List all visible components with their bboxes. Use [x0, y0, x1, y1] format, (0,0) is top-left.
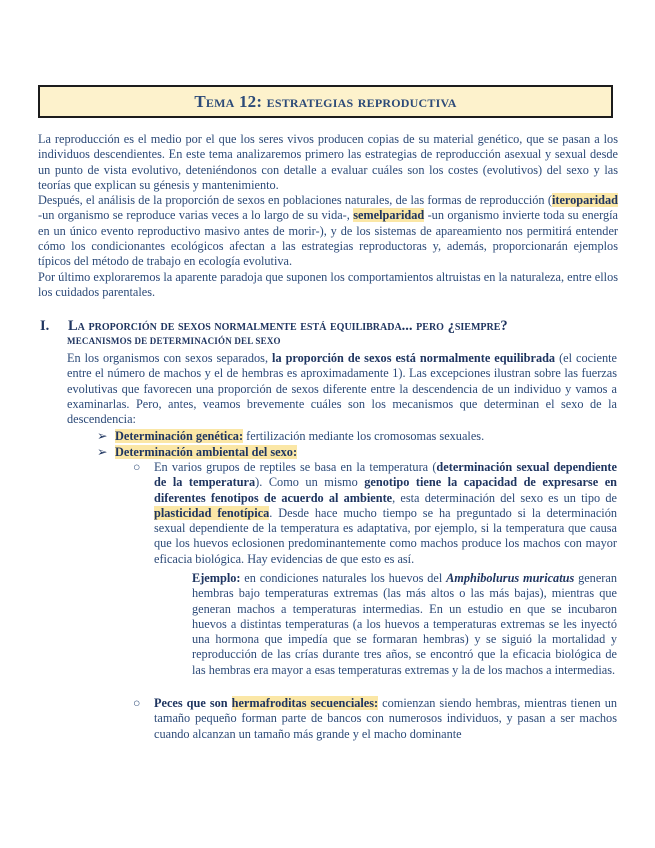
term-semelparidad: semelparidad [353, 208, 425, 223]
circle-bullet-icon: ○ [133, 696, 141, 710]
title-banner [38, 85, 613, 118]
example-label: Ejemplo: [192, 571, 241, 585]
bullet-environmental [97, 445, 297, 460]
key-sentence: la proporción de sexos está normalmente equilibrada [272, 351, 556, 365]
species-name: Amphibolurus muricatus [446, 571, 575, 585]
arrow-bullet-icon: ➢ [97, 429, 108, 443]
arrow-bullet-icon: ➢ [97, 445, 108, 459]
bullet-genetic-label: Determinación genética: [115, 429, 244, 443]
intro-paragraph-2: Después, el análisis de la proporción de sexos en poblaciones naturales, de las formas de reproducción (iteroparidad -un organismo se reproduce varias veces a lo largo de su vida-, semelparidad -un organismo invierte toda su energía en un único evento reproductivo masivo antes de morir-), y de los sistemas de apareamiento nos permitirá entender cómo los condicionantes ecológicos afectan a las estrategias reproductoras y, además, proporcionarán ejemplos típicos del método de trabajo en ecología evolutiva. [38, 193, 618, 269]
subsection-heading: MECANISMOS DE DETERMINACIÓN DEL SEXO [67, 336, 281, 346]
term-iteroparidad: iteroparidad [551, 193, 618, 208]
circle-bullet-icon: ○ [133, 460, 141, 474]
intro-paragraph-3: Por último exploraremos la aparente paradoja que suponen los comportamientos altruistas en la naturaleza, entre ellos los cuidados parentales. [38, 269, 618, 299]
section-paragraph: En los organismos con sexos separados, la proporción de sexos está normalmente equilibrada (el cociente entre el número de machos y el de hembras es aproximadamente 1). Las excepciones ilustran sobre las fuerzas evolutivas que favorecen una proporción de sexos diferente entre la descendencia de un individuo y vamos a examinarlas. Pero, antes, veamos brevemente cuáles son los mecanismos que determinan el sexo de la descendencia: [67, 351, 617, 427]
section-body [67, 351, 617, 427]
bullet-environmental-label: Determinación ambiental del sexo: [115, 445, 298, 459]
list-item-reptiles-text: En varios grupos de reptiles se basa en la temperatura (determinación sexual dependiente de la temperatura). Como un mismo genotipo tiene la capacidad de expresarse en diferentes fenotipos de acuerdo al ambiente, esta determinación del sexo es un tipo de plasticidad fenotípica. Desde hace mucho tiempo se ha preguntado si la determinación sexual dependiente de la temperatura es adaptativa, por ejemplo, si la temperatura que causa que los huevos eclosionen predominantemente como machos produce los machos con mayor eficacia biológica. Hay evidencias de que esto es así. [154, 460, 617, 566]
section-title: La proporción de sexos normalmente está equilibrada... pero ¿siempre? [68, 318, 508, 334]
page-title: Tema 12: estrategias reproductiva [194, 91, 457, 111]
bullet-genetic-text: fertilización mediante los cromosomas sexuales. [243, 429, 485, 443]
intro-paragraph-1: La reproducción es el medio por el que los seres vivos producen copias de su material genético, que se pasan a los individuos descendientes. En este tema analizaremos primero las estrategias de reproducción asexual y sexual desde un punto de vista evolutivo, deteniéndonos con detalle a evaluar cuáles son los costes (evolutivos) del sexo y las teorías que explican su génesis y mantenimiento. [38, 132, 618, 192]
term-tsd: determinación sexual dependiente de la temperatura [154, 460, 617, 490]
term-genotipo: genotipo tiene la capacidad de expresarse en diferentes fenotipos de acuerdo al ambiente [154, 475, 617, 505]
intro-section [38, 132, 618, 300]
example-block: Ejemplo: en condiciones naturales los huevos del Amphibolurus muricatus generan hembras bajo temperaturas extremas (las más altos o las más bajas), mientras que generan machos a temperaturas intermedias. En un estudio en que se incubaron huevos a distintas temperaturas (a los huevos a temperaturas extremas se les inyectó una hormona que impedía que se formaran hembras) y se siguió la mortalidad y reproducción de las crías durante tres años, se encontró que la eficacia biológica de las hembras era mayor a esas temperaturas extremas y la de los machos a intermedias. [192, 571, 617, 677]
section-number: I. [40, 318, 50, 334]
list-item-fish-text: Peces que son hermafroditas secuenciales: comienzan siendo hembras, mientras tienen un tamaño pequeño forman parte de bancos con numerosos individuos, y pasan a ser machos cuando alcanzan un tamaño más grande y el macho dominante [154, 696, 617, 741]
bullet-genetic [97, 429, 484, 444]
term-hermafroditas: hermafroditas secuenciales: [231, 696, 379, 710]
term-plasticidad: plasticidad fenotípica [154, 505, 270, 520]
section-heading [40, 318, 620, 335]
